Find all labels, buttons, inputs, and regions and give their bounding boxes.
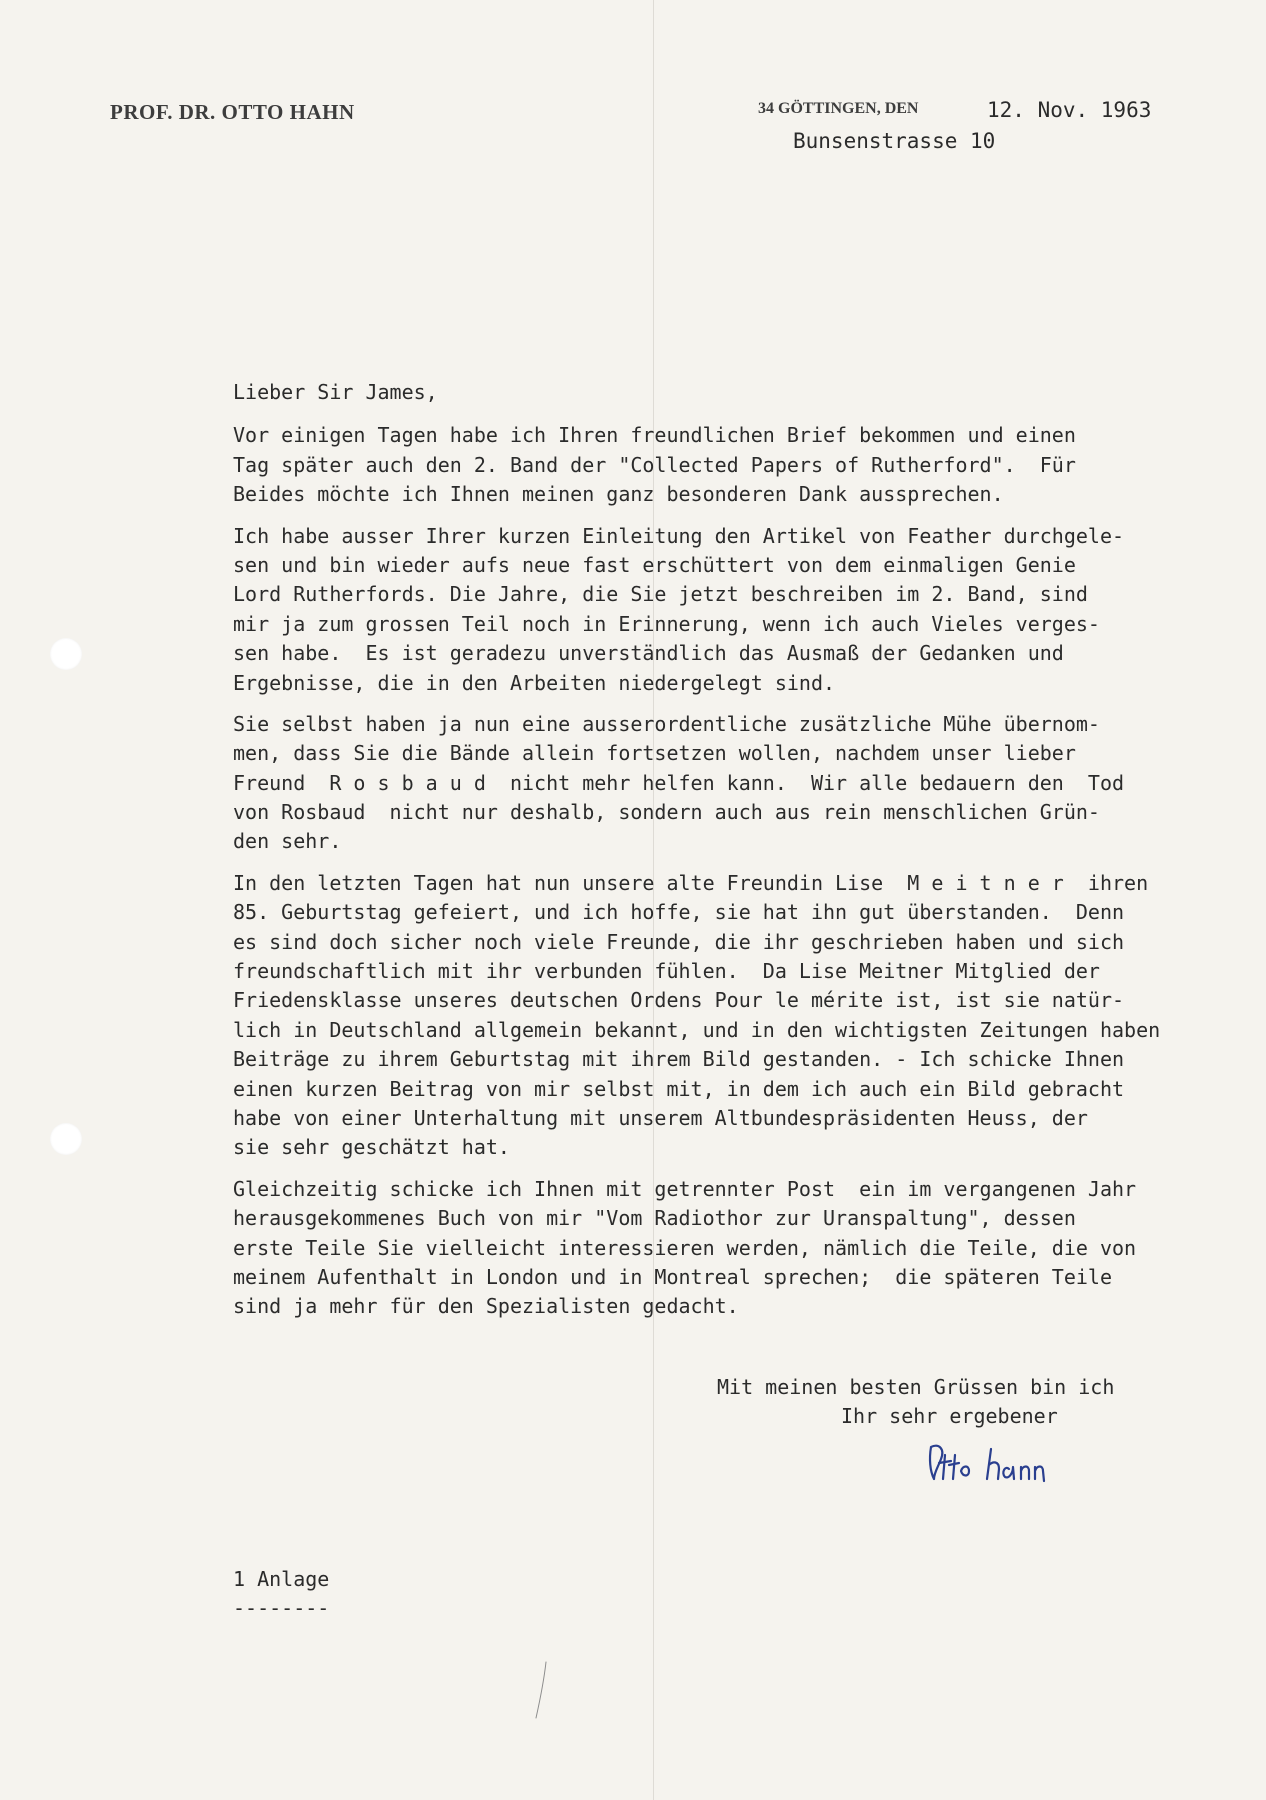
text-line: mir ja zum grossen Teil noch in Erinnerung, wenn ich auch Vieles verges- [233,611,1100,636]
text-line: einen kurzen Beitrag von mir selbst mit, in dem ich auch ein Bild gebracht [233,1076,1125,1101]
letterhead-place: 34 GÖTTINGEN, DEN [758,100,919,117]
letter-body [233,378,1233,1334]
enclosure-label: 1 Anlage [233,1567,330,1591]
enclosure [233,1565,329,1623]
text-line: von Rosbaud nicht nur deshalb, sondern auch aus rein menschlichen Grün- [233,800,1100,825]
closing [717,1373,1114,1432]
paragraph-1 [233,421,1233,509]
text-line: meinem Aufenthalt in London und in Montreal sprechen; die späteren Teile [233,1264,1112,1289]
paragraph-5 [233,1175,1233,1322]
paragraph-4 [233,869,1233,1163]
letter-date: 12. Nov. 1963 [987,98,1152,122]
letterhead-street: Bunsenstrasse 10 [793,129,996,153]
closing-line-2: Ihr sehr ergebener [841,1404,1058,1429]
text-line: sie sehr geschätzt hat. [233,1135,510,1160]
pencil-mark [532,1660,552,1720]
text-line: freundschaftlich mit ihr verbunden fühlen. Da Lise Meitner Mitglied der [233,959,1100,984]
text-line: Gleichzeitig schicke ich Ihnen mit getrennter Post ein im vergangenen Jahr [233,1176,1137,1201]
text-line: Friedensklasse unseres deutschen Ordens Pour le mérite ist, ist sie natür- [233,988,1125,1013]
text-line: men, dass Sie die Bände allein fortsetzen wollen, nachdem unser lieber [233,741,1076,766]
text-line: habe von einer Unterhaltung mit unserem Altbundespräsidenten Heuss, der [233,1105,1088,1130]
paragraph-2 [233,522,1233,698]
letterhead-name: PROF. DR. OTTO HAHN [110,100,355,124]
text-line: Ergebnisse, die in den Arbeiten niedergelegt sind. [233,670,836,695]
closing-line-1: Mit meinen besten Grüssen bin ich [717,1375,1115,1399]
text-line: Ich habe ausser Ihrer kurzen Einleitung den Artikel von Feather durchgele- [233,523,1125,548]
text-line: In den letzten Tagen hat nun unsere alte Freundin Lise M e i t n e r ihren [233,870,1149,895]
paragraph-3 [233,710,1233,857]
text-line: 85. Geburtstag gefeiert, und ich hoffe, sie hat ihn gut überstanden. Denn [233,900,1125,925]
text-line: Sie selbst haben ja nun eine ausserordentliche zusätzliche Mühe übernom- [233,711,1100,736]
punch-hole-bottom [50,1123,82,1155]
text-line: Vor einigen Tagen habe ich Ihren freundlichen Brief bekommen und einen [233,423,1076,448]
salutation: Lieber Sir James, [233,380,438,404]
enclosure-rule: -------- [233,1596,330,1620]
text-line: Beiträge zu ihrem Geburtstag mit ihrem Bild gestanden. - Ich schicke Ihnen [233,1047,1125,1072]
text-line: lich in Deutschland allgemein bekannt, und in den wichtigsten Zeitungen haben [233,1017,1161,1042]
text-line: erste Teile Sie vielleicht interessieren werden, nämlich die Teile, die von [233,1235,1137,1260]
text-line: den sehr. [233,829,342,854]
text-line: sen habe. Es ist geradezu unverständlich das Ausmaß der Gedanken und [233,641,1064,666]
text-line: Freund R o s b a u d nicht mehr helfen kann. Wir alle bedauern den Tod [233,770,1125,795]
text-line: sind ja mehr für den Spezialisten gedacht. [233,1294,739,1319]
signature [925,1435,1075,1495]
text-line: Tag später auch den 2. Band der "Collected Papers of Rutherford". Für [233,452,1076,477]
text-line: herausgekommenes Buch von mir "Vom Radiothor zur Uranspaltung", dessen [233,1206,1076,1231]
text-line: es sind doch sicher noch viele Freunde, die ihr geschrieben haben und sich [233,929,1125,954]
punch-hole-top [50,638,82,670]
text-line: Lord Rutherfords. Die Jahre, die Sie jetzt beschreiben im 2. Band, sind [233,582,1088,607]
text-line: sen und bin wieder aufs neue fast erschüttert von dem einmaligen Genie [233,552,1076,577]
text-line: Beides möchte ich Ihnen meinen ganz besonderen Dank aussprechen. [233,482,1004,507]
